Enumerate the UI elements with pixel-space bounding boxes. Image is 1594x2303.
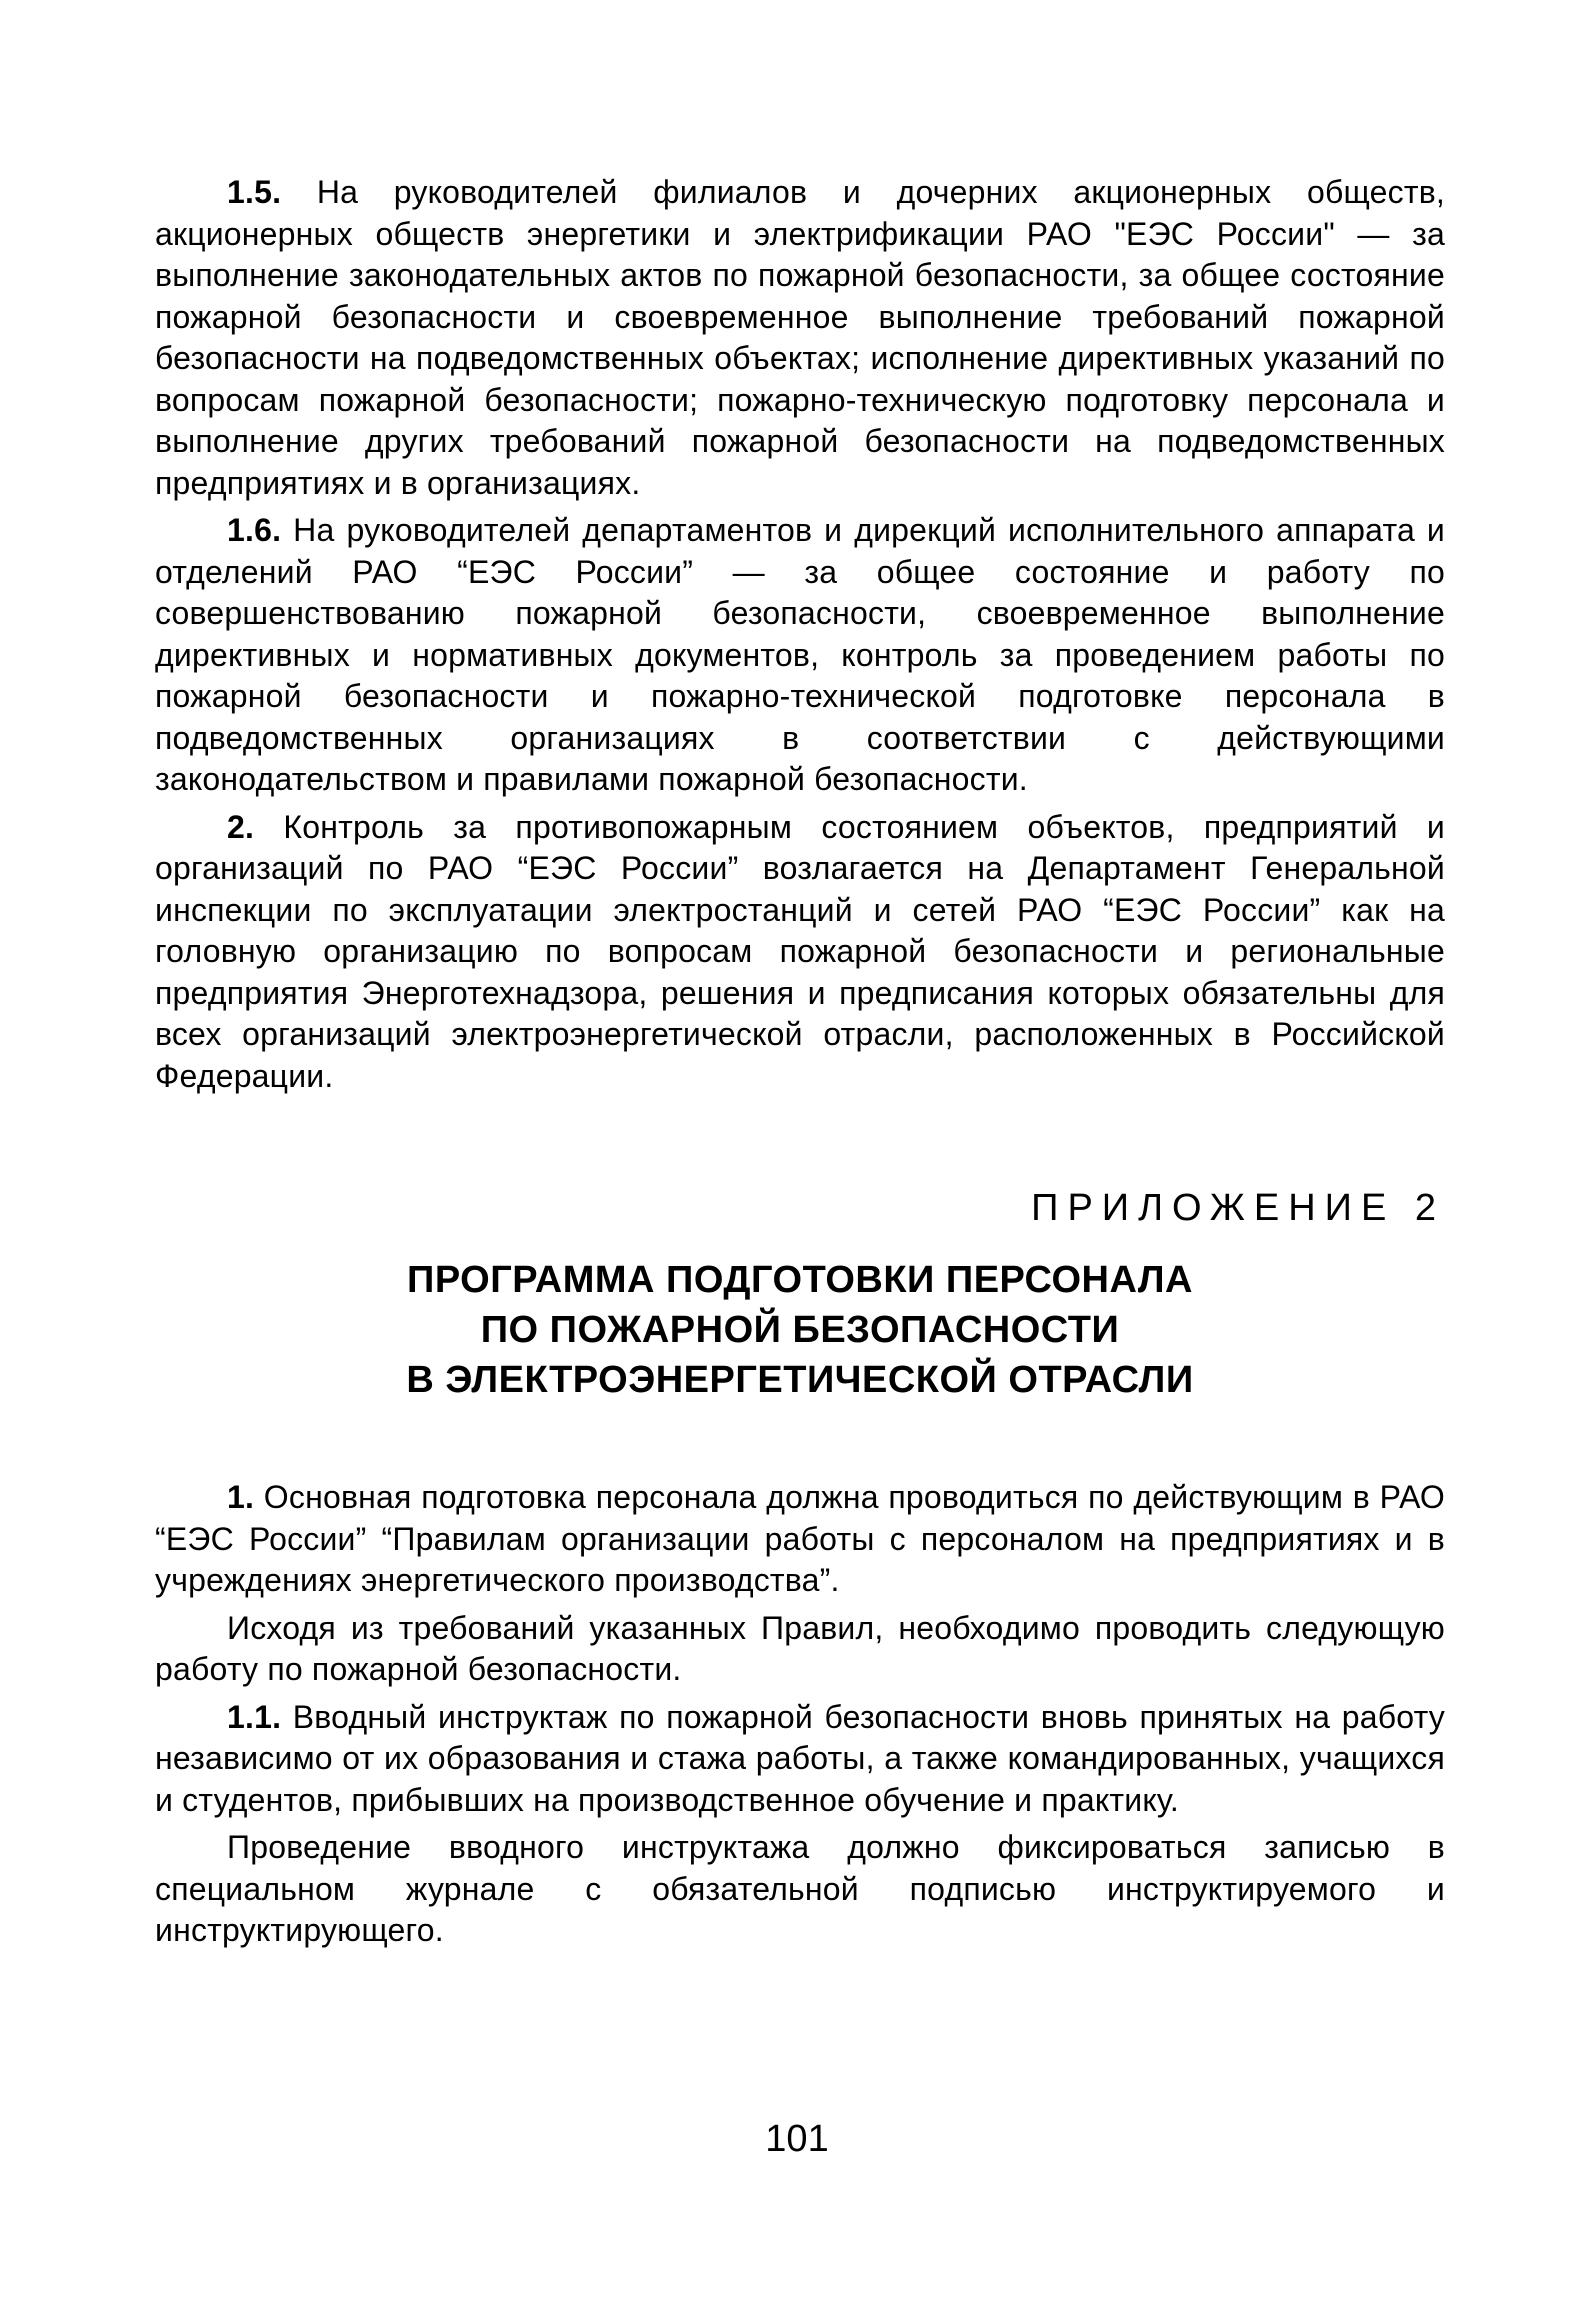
paragraph-item-1-note	[155, 1608, 1445, 1691]
section-number: 1.6.	[227, 512, 282, 548]
section-number: 2.	[227, 808, 255, 845]
page-number: 101	[765, 2118, 829, 2160]
paragraph-text: Вводный инструктаж по пожарной безопасности вновь принятых на работу независимо от их образования и стажа работы, а также командированных, учащихся и студентов, прибывших на производственное обучение и практику.	[155, 1698, 1445, 1818]
paragraph-text: Контроль за противопожарным состоянием объектов, предприятий и организаций по РАО “ЕЭС России” возлагается на Департамент Генеральной инспекции по эксплуатации электростанций и сетей РАО “ЕЭС России” как на головную организацию по вопросам пожарной безопасности и региональные предприятия Энерготехнадзора, решения и предписания которых обязательны для всех организаций электроэнергетической отрасли, расположенных в Российской Федерации.	[155, 808, 1446, 1094]
paragraph-item-1-1-note	[155, 1827, 1445, 1952]
appendix-label: ПРИЛОЖЕНИЕ 2	[1031, 1187, 1445, 1229]
appendix-title-line: ПРОГРАММА ПОДГОТОВКИ ПЕРСОНАЛА	[407, 1259, 1193, 1301]
paragraph-1-5	[155, 172, 1445, 504]
appendix-title-line: ПО ПОЖАРНОЙ БЕЗОПАСНОСТИ	[480, 1309, 1120, 1351]
section-number: 1.1.	[227, 1698, 282, 1735]
paragraph-item-1	[155, 1477, 1445, 1602]
paragraph-item-1-1	[155, 1697, 1445, 1822]
appendix-title-line: В ЭЛЕКТРОЭНЕРГЕТИЧЕСКОЙ ОТРАСЛИ	[406, 1359, 1194, 1401]
paragraph-text: На руководителей департаментов и дирекций исполнительного аппарата и отделений РАО “ЕЭС России” — за общее состояние и работу по совершенствованию пожарной безопасности, своевременное выполнение директивных и нормативных документов, контроль за проведением работы по пожарной безопасности и пожарно-технической подготовке персонала в подведомственных организациях в соответствии с действующими законодательством и правилами пожарной безопасности.	[155, 512, 1446, 797]
paragraph-text: Проведение вводного инструктажа должно фиксироваться записью в специальном журнале с обязательной подписью инструктируемого и инструктирующего.	[155, 1829, 1445, 1948]
section-number: 1.	[227, 1479, 255, 1515]
paragraph-2	[155, 807, 1445, 1098]
appendix-title	[155, 1255, 1445, 1405]
paragraph-1-6	[155, 510, 1445, 801]
section-number: 1.5.	[227, 174, 282, 210]
paragraph-text: На руководителей филиалов и дочерних акционерных обществ, акционерных обществ энергетики и электрификации РАО "ЕЭС России" — за выполнение законодательных актов по пожарной безопасности, за общее состояние пожарной безопасности и своевременное выполнение требований пожарной безопасности на подведомственных объектах; исполнение директивных указаний по вопросам пожарной безопасности; пожарно-техническую подготовку персонала и выполнение других требований пожарной безопасности на подведомственных предприятиях и в организациях.	[155, 174, 1445, 501]
paragraph-text: Основная подготовка персонала должна проводиться по действующим в РАО “ЕЭС России” “Правилам организации работы с персоналом на предприятиях и в учреждениях энергетического производства”.	[155, 1479, 1445, 1598]
document-page	[155, 172, 1445, 1958]
paragraph-text: Исходя из требований указанных Правил, необходимо проводить следующую работу по пожарной безопасности.	[155, 1609, 1445, 1687]
